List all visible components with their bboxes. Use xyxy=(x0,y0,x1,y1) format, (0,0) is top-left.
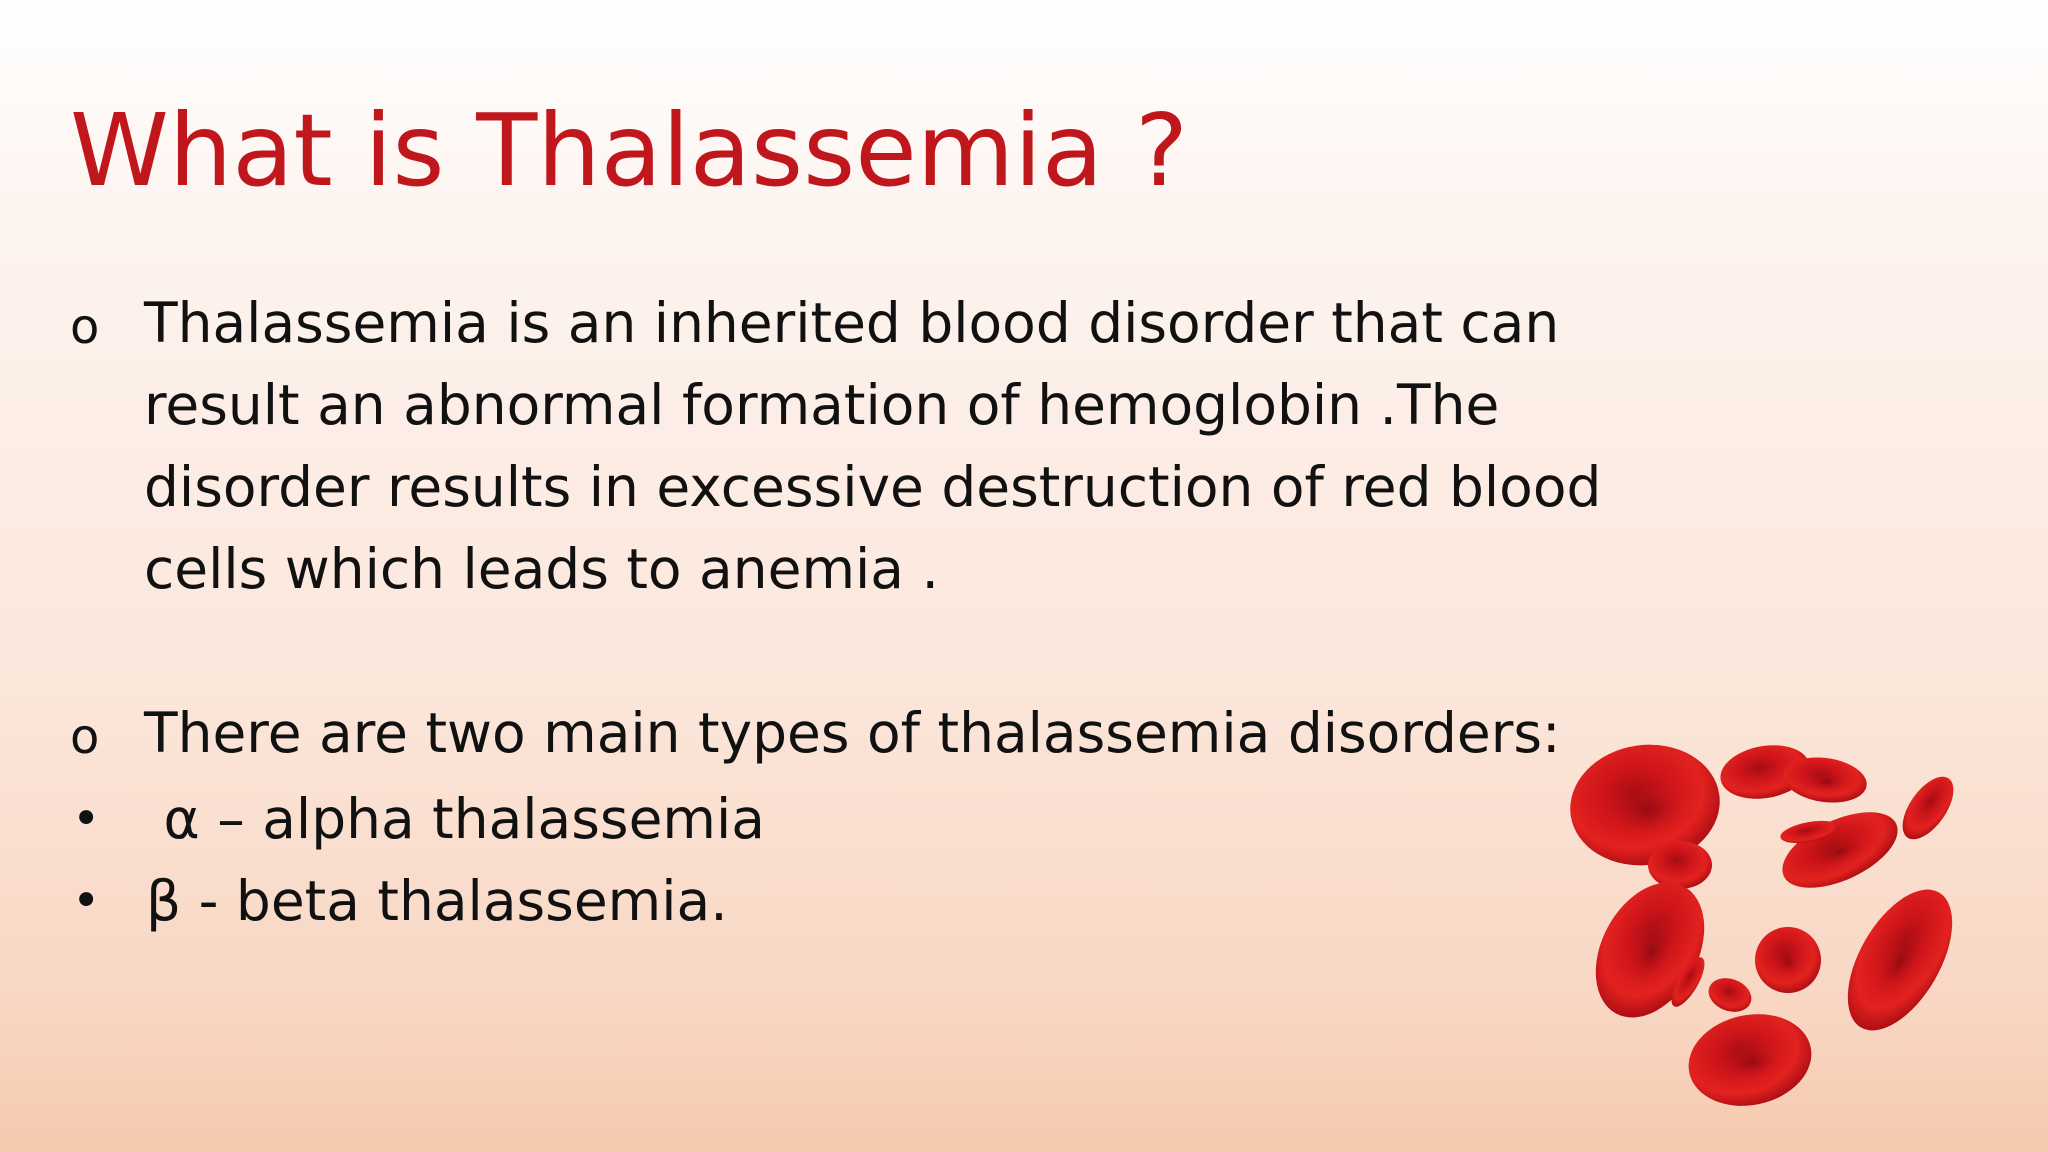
bullet-types-intro xyxy=(70,692,1630,778)
definition-line-3: disorder results in excessive destruction of red blood xyxy=(144,455,1602,519)
dot-bullet-icon: • xyxy=(72,791,101,847)
definition-line-1: Thalassemia is an inherited blood disorder that can xyxy=(144,291,1560,355)
blood-cell-top-right xyxy=(1716,739,1869,808)
blood-cell-center-round xyxy=(1755,927,1821,993)
blood-cell-far-right xyxy=(1893,768,1964,848)
blood-cell-left-tall xyxy=(1574,864,1726,1036)
blood-cell-small-bottom xyxy=(1704,972,1756,1017)
bullet-definition xyxy=(70,282,1630,610)
red-blood-cells-illustration xyxy=(1540,720,1980,1120)
list-item-alpha xyxy=(70,778,1630,860)
definition-line-2: result an abnormal formation of hemoglobin .The xyxy=(144,373,1500,437)
alpha-thalassemia-text: α – alpha thalassemia xyxy=(146,787,765,851)
definition-text xyxy=(144,282,1601,610)
slide-title: What is Thalassemia ? xyxy=(70,92,1189,209)
list-item-beta xyxy=(70,860,1630,942)
blood-cell-mid-right xyxy=(1771,797,1909,904)
blood-cell-small-mid xyxy=(1648,841,1712,889)
blood-cell-right-tall xyxy=(1826,872,1973,1047)
slide-body xyxy=(70,282,1630,942)
circle-bullet-icon: o xyxy=(70,709,100,765)
definition-line-4: cells which leads to anemia . xyxy=(144,537,939,601)
types-intro-text: There are two main types of thalassemia disorders: xyxy=(144,701,1561,765)
paragraph-spacer xyxy=(70,610,1630,692)
dot-bullet-icon: • xyxy=(72,873,101,929)
beta-thalassemia-text: β - beta thalassemia. xyxy=(146,869,728,933)
circle-bullet-icon: o xyxy=(70,299,100,355)
blood-cell-bottom xyxy=(1680,1003,1820,1117)
